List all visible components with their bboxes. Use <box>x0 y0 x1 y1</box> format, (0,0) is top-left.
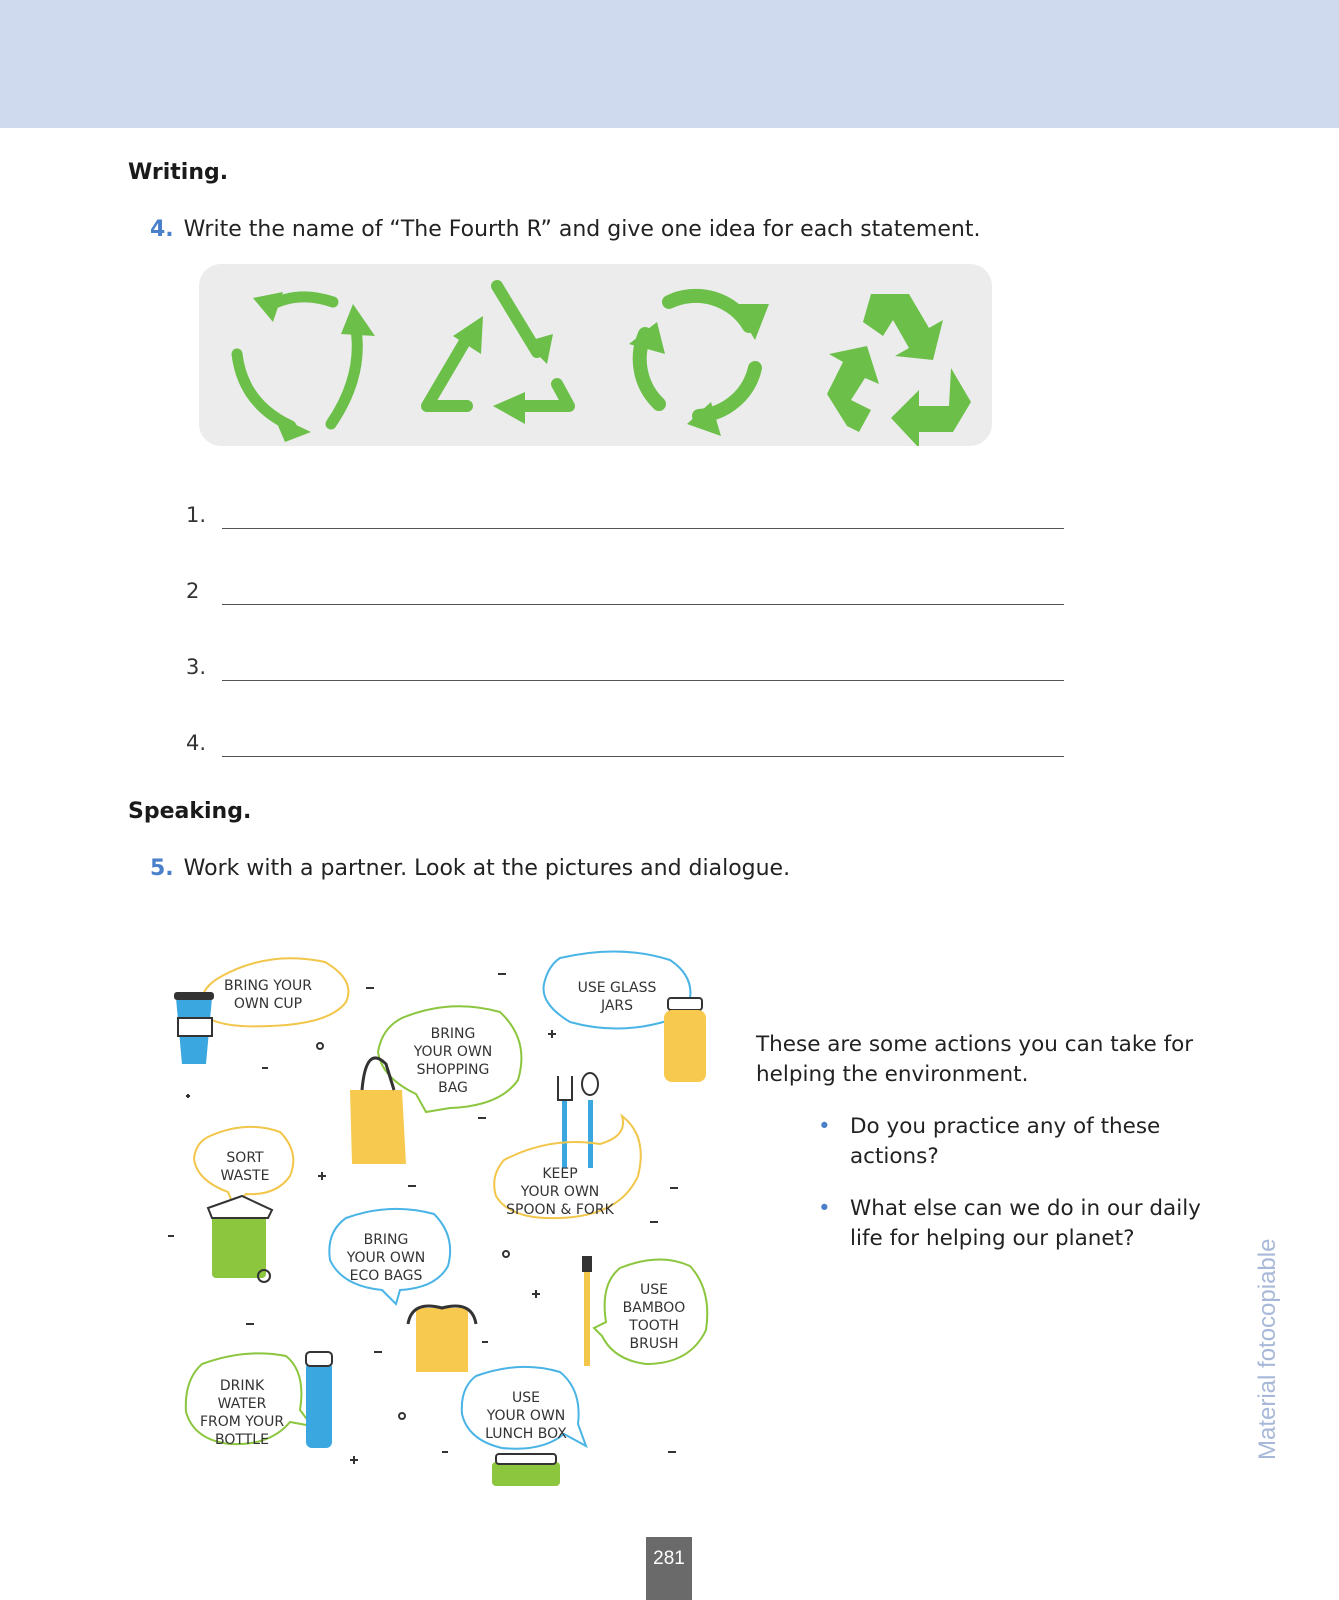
toothbrush-icon <box>582 1256 592 1366</box>
bubble-label: YOUR OWN <box>346 1250 426 1266</box>
bubble-label: USE <box>512 1390 540 1406</box>
bubble-label: KEEP <box>542 1166 578 1182</box>
bubble-label: SHOPPING <box>416 1062 490 1078</box>
bag-icon <box>350 1058 406 1164</box>
answer-line-2[interactable] <box>186 579 1066 609</box>
exercise-5-instruction <box>150 856 790 881</box>
jar-icon <box>664 998 706 1082</box>
header-band <box>0 0 1339 128</box>
bubble-label: BRUSH <box>629 1336 679 1352</box>
intro-text: These are some actions you can take for helping the environment. <box>756 1032 1194 1087</box>
bubble-label: SORT <box>226 1150 264 1166</box>
bubble-label: FROM YOUR <box>199 1414 285 1430</box>
writing-title: Writing. <box>128 160 229 185</box>
bubble-label: TOOTH <box>629 1318 679 1334</box>
eco-actions-illustration <box>150 940 740 1520</box>
circular-arrows-icon <box>213 264 383 446</box>
instruction-text: Work with a partner. Look at the pictures and dialogue. <box>183 856 791 881</box>
bubble-label: YOUR OWN <box>413 1044 493 1060</box>
bubble-label: YOUR OWN <box>520 1184 600 1200</box>
question-text: Do you practice any of these actions? <box>850 1114 1161 1169</box>
question-list <box>818 1112 1236 1254</box>
question-text: What else can we do in our daily life for helping our planet? <box>850 1196 1201 1251</box>
bubble-label: WASTE <box>220 1168 270 1184</box>
water-bottle-icon <box>306 1352 332 1448</box>
bullet-icon: • <box>818 1196 831 1221</box>
bubble-label: BRING <box>363 1232 409 1248</box>
bubble-label: BAMBOO <box>622 1300 686 1316</box>
waste-bin-icon <box>208 1196 272 1282</box>
triangle-arrows-icon <box>407 264 587 446</box>
bubble-label: LUNCH BOX <box>485 1426 567 1442</box>
answer-number: 3. <box>186 655 207 679</box>
write-line <box>222 604 1064 605</box>
list-item <box>818 1112 1230 1172</box>
answer-line-4[interactable] <box>186 731 1066 761</box>
circle-arrows-icon <box>609 264 789 446</box>
instruction-text: Write the name of “The Fourth R” and give one idea for each statement. <box>183 217 981 242</box>
speaking-title: Speaking. <box>128 799 252 824</box>
answer-number: 2 <box>186 579 200 603</box>
bubble-label: OWN CUP <box>233 996 303 1012</box>
cutlery-icon <box>558 1073 598 1168</box>
bubble-label: WATER <box>217 1396 267 1412</box>
lunch-box-icon <box>492 1454 560 1486</box>
bubble-label: USE <box>640 1282 668 1298</box>
answer-line-1[interactable] <box>186 503 1066 533</box>
bubble-label: USE GLASS <box>577 980 657 996</box>
exercise-number: 4. <box>150 217 174 242</box>
bubble-label: BRING <box>430 1026 476 1042</box>
bubble-label: BAG <box>438 1080 468 1096</box>
bubble-label: ECO BAGS <box>349 1268 423 1284</box>
bubble-label: SPOON & FORK <box>506 1202 614 1218</box>
recycle-symbols-panel <box>199 264 992 446</box>
recycle-icon <box>809 264 979 446</box>
bubble-label: BRING YOUR <box>223 978 313 994</box>
write-line <box>222 528 1064 529</box>
answer-number: 4. <box>186 731 207 755</box>
bubble-label: DRINK <box>219 1378 265 1394</box>
bubble-label: JARS <box>600 998 634 1014</box>
write-line <box>222 756 1064 757</box>
bullet-icon: • <box>818 1114 831 1139</box>
write-line <box>222 680 1064 681</box>
page-number: 281 <box>646 1537 692 1600</box>
exercise-number: 5. <box>150 856 174 881</box>
bubble-label: YOUR OWN <box>486 1408 566 1424</box>
list-item <box>818 1194 1230 1254</box>
bubble-label: BOTTLE <box>215 1432 269 1448</box>
cup-icon <box>174 992 214 1064</box>
answer-line-3[interactable] <box>186 655 1066 685</box>
side-label: Material fotocopiable <box>1254 1238 1281 1460</box>
answer-number: 1. <box>186 503 207 527</box>
discussion-text <box>756 1030 1236 1276</box>
speech-bubble <box>194 1127 293 1206</box>
mesh-bag-icon <box>408 1306 476 1372</box>
exercise-4-instruction <box>150 217 980 242</box>
